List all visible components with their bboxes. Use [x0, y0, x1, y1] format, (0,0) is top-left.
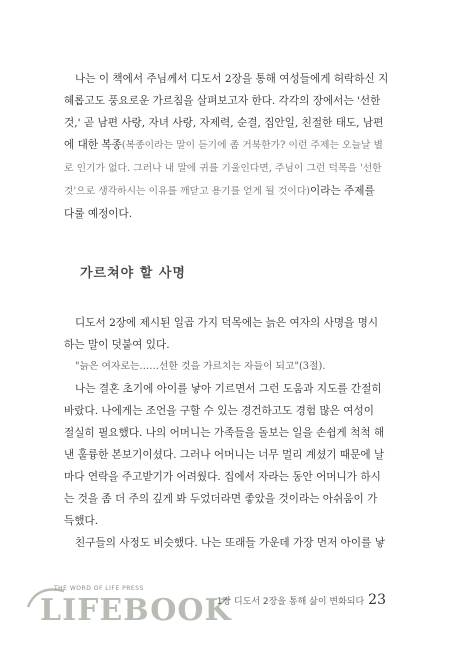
aside-text: 로 인기가 없다. 그러나 내 말에 귀를 기울인다면, 주님이 그런 덕목을 '선한	[64, 163, 382, 174]
logo-name: LIFEBOOK	[40, 593, 232, 628]
text-line: 이라는 주제를	[309, 185, 375, 197]
text-line: 는 것을 좀 더 주의 깊게 봐 두었더라면 좋았을 것이라는 아쉬움이 가	[64, 493, 378, 505]
scripture-quote: "늙은 여자로는……선한 것을 가르치는 자들이 되고"(3절).	[75, 361, 326, 372]
publisher-logo	[26, 585, 232, 635]
mission-paragraph	[64, 312, 390, 554]
text-line: 절실히 필요했다. 나의 어머니는 가족들을 돌보는 일을 손쉽게 척척 해	[64, 427, 385, 439]
page-number: 23	[368, 592, 386, 608]
text-line: 바랐다. 나에게는 조언을 구할 수 있는 경건하고도 경험 많은 여성이	[64, 405, 374, 417]
aside-text: 것'으로 생각하시는 이유를 깨닫고 용기를 얻게 될 것이다)	[64, 186, 310, 197]
section-heading: 가르쳐야 할 사명	[80, 266, 186, 281]
aside-text: (복종이라는 말이 듣기에 좀 거북한가? 이런 주제는 오늘날 별	[121, 140, 384, 151]
text-line: 마다 연락을 주고받기가 어려웠다. 집에서 자라는 동안 어머니가 하시	[64, 471, 381, 483]
text-line: 친구들의 사정도 비슷했다. 나는 또래들 가운데 가장 먼저 아이를 낳	[75, 537, 385, 549]
text-line: 디도서 2장에 제시된 일곱 가지 덕목에는 늙은 여자의 사명을 명시	[75, 317, 379, 329]
text-line: 것,' 곧 남편 사랑, 자녀 사랑, 자제력, 순결, 집안일, 친절한 태도, 남편	[64, 117, 384, 129]
text-line: 낸 훌륭한 본보기이셨다. 그러나 어머니는 너무 멀리 계셨기 때문에 날	[64, 449, 385, 461]
running-footer	[217, 592, 386, 608]
text-line: 나는 이 책에서 주님께서 디도서 2장을 통해 여성들에게 허락하신 지	[75, 73, 389, 85]
text-line: 에 대한 복종	[64, 139, 122, 151]
logo-tagline: THE WORD OF LIFE PRESS	[54, 585, 144, 592]
chapter-title: 1장 디도서 2장을 통해 삶이 변화되다	[216, 597, 365, 607]
text-line: 혜롭고도 풍요로운 가르침을 살펴보고자 한다. 각각의 장에서는 '선한	[64, 95, 381, 107]
intro-paragraph	[64, 68, 390, 225]
text-line: 하는 말이 덧붙여 있다.	[64, 339, 170, 351]
text-line: 득했다.	[64, 515, 99, 527]
text-line: 다룰 예정이다.	[64, 208, 133, 220]
text-line: 나는 결혼 초기에 아이를 낳아 기르면서 그런 도움과 지도를 간절히	[75, 383, 382, 395]
